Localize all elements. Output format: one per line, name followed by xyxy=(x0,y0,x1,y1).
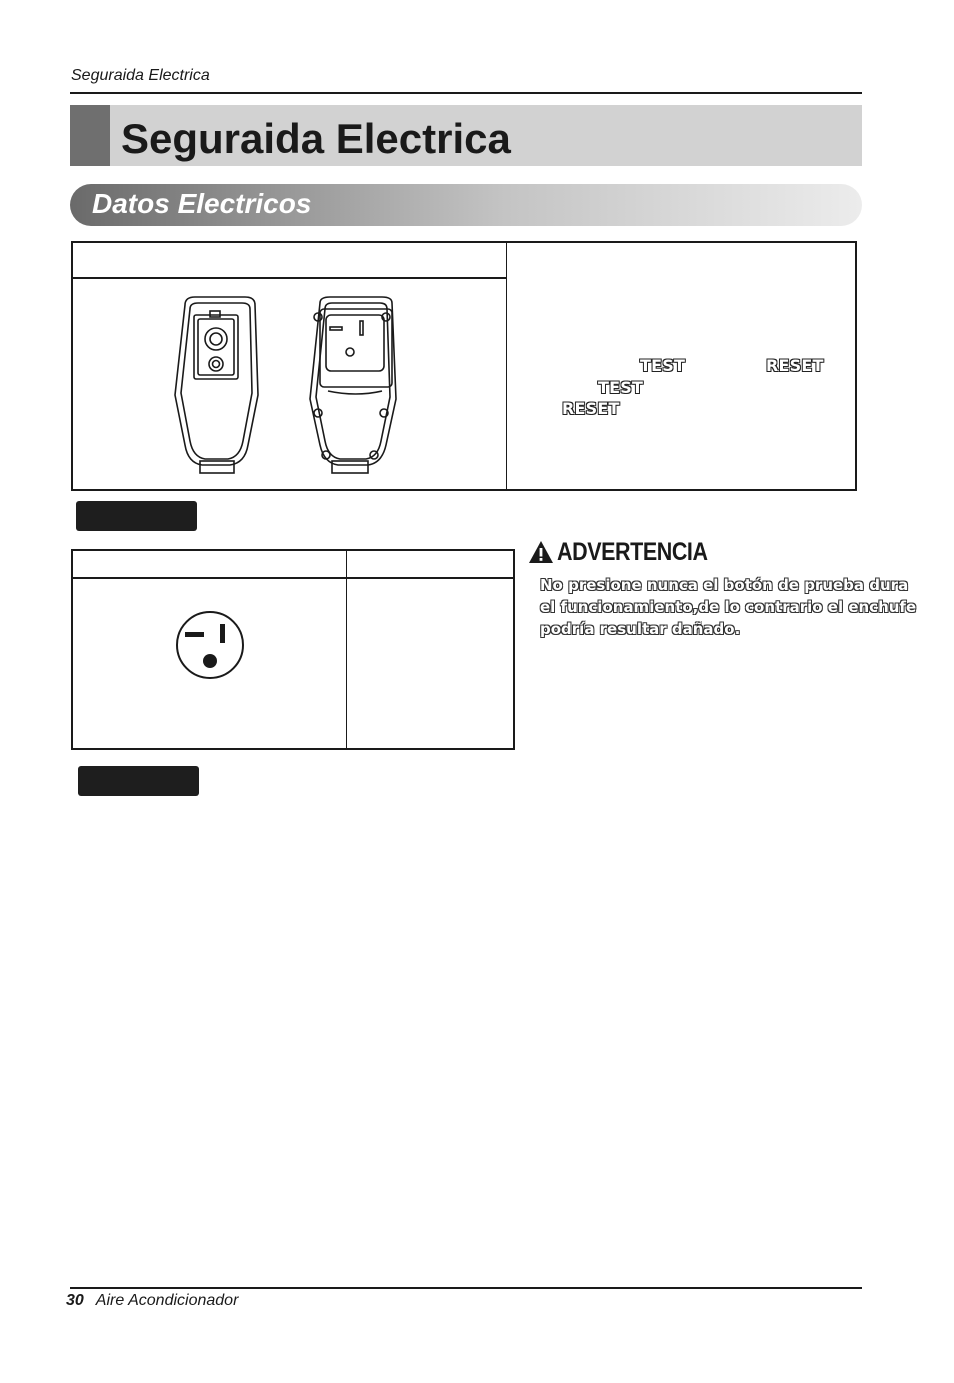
table-border-top xyxy=(71,241,857,243)
table-border-right xyxy=(855,241,857,491)
table-border-bottom xyxy=(71,748,515,750)
reset-label: RESET xyxy=(562,399,620,418)
warning-line: podría resultar dañado. xyxy=(540,620,741,638)
warning-line: el funcionamiento,de lo contrario el enchufe xyxy=(540,598,917,616)
plug-front-icon xyxy=(310,297,396,473)
table-border-right xyxy=(513,549,515,750)
warning-title: ADVERTENCIA xyxy=(557,538,708,566)
table-border-top xyxy=(71,549,515,551)
title-accent-block xyxy=(70,105,110,166)
table-border-left xyxy=(71,549,73,750)
plug-back-icon xyxy=(175,297,258,473)
running-header: Seguraida Electrica xyxy=(71,67,210,84)
section-tag xyxy=(76,501,197,531)
table-border-bottom xyxy=(71,489,857,491)
footer-product: Aire Acondicionador xyxy=(95,1292,239,1309)
outlet-icon xyxy=(174,609,246,681)
warning-icon xyxy=(528,540,554,564)
header-rule xyxy=(70,92,862,94)
warning-line: No presione nunca el botón de prueba dura xyxy=(540,576,909,594)
test-label: TEST xyxy=(598,378,644,397)
table-header-rule xyxy=(71,577,515,579)
plug-illustration xyxy=(160,295,420,480)
page-number: 30 xyxy=(66,1292,84,1309)
table-header-rule xyxy=(71,277,507,279)
warning-text xyxy=(540,574,917,640)
footer xyxy=(66,1292,238,1310)
footer-rule xyxy=(70,1287,862,1289)
section-title: Datos Electricos xyxy=(92,188,312,219)
test-label: TEST xyxy=(640,356,686,375)
table-divider-vertical xyxy=(346,549,347,750)
section-tag xyxy=(78,766,199,796)
page-title: Seguraida Electrica xyxy=(121,115,511,162)
reset-label: RESET xyxy=(766,356,824,375)
